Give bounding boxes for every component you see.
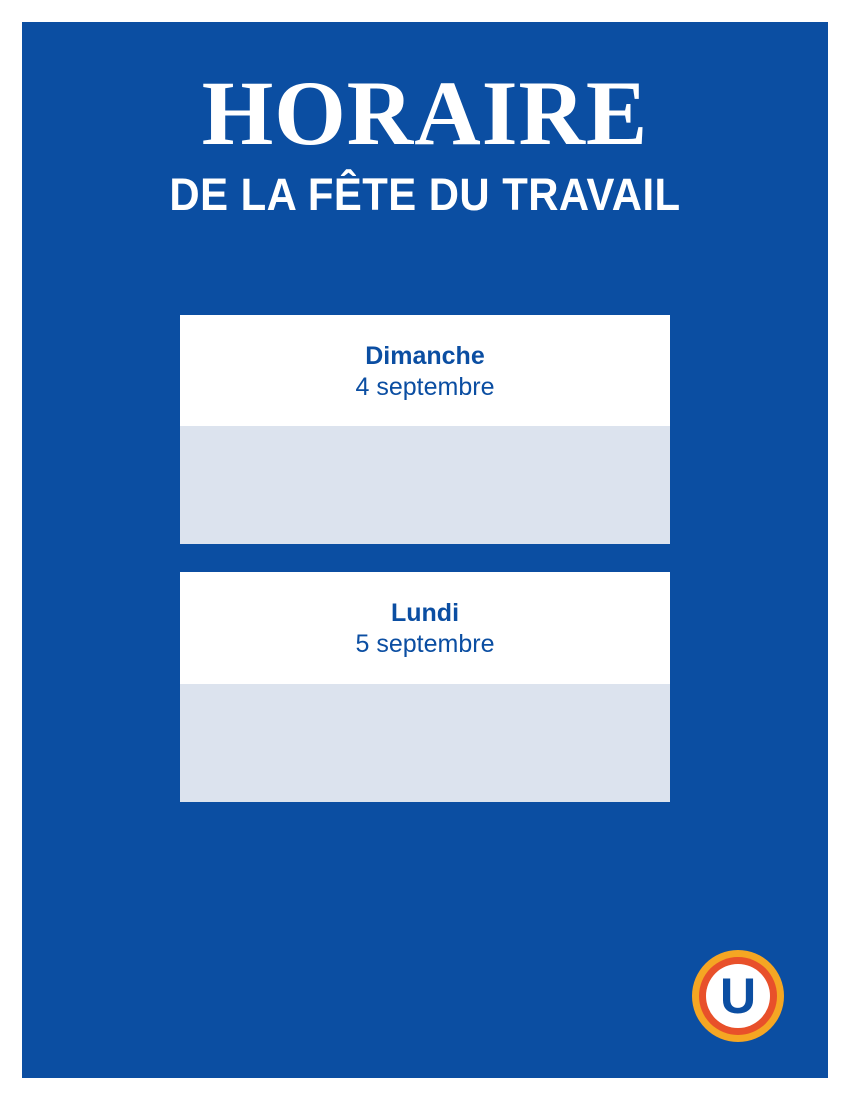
schedule-list [22,315,828,803]
schedule-day-label: Dimanche [365,341,485,370]
poster-header [22,22,828,219]
schedule-card-header [180,572,670,684]
schedule-details-area [180,684,670,802]
schedule-card-header [180,315,670,427]
schedule-date-label: 4 septembre [355,372,495,401]
schedule-details-area [180,426,670,544]
schedule-day-label: Lundi [390,599,460,628]
logo-letter-icon: U [719,968,757,1024]
schedule-card-sunday [180,315,670,545]
page-subtitle: DE LA FÊTE DU TRAVAIL [169,169,681,221]
schedule-date-label: 5 septembre [355,630,495,659]
poster-canvas [22,22,828,1078]
schedule-card-monday [180,572,670,802]
page-title: HORAIRE [201,62,649,164]
logo [692,950,784,1042]
